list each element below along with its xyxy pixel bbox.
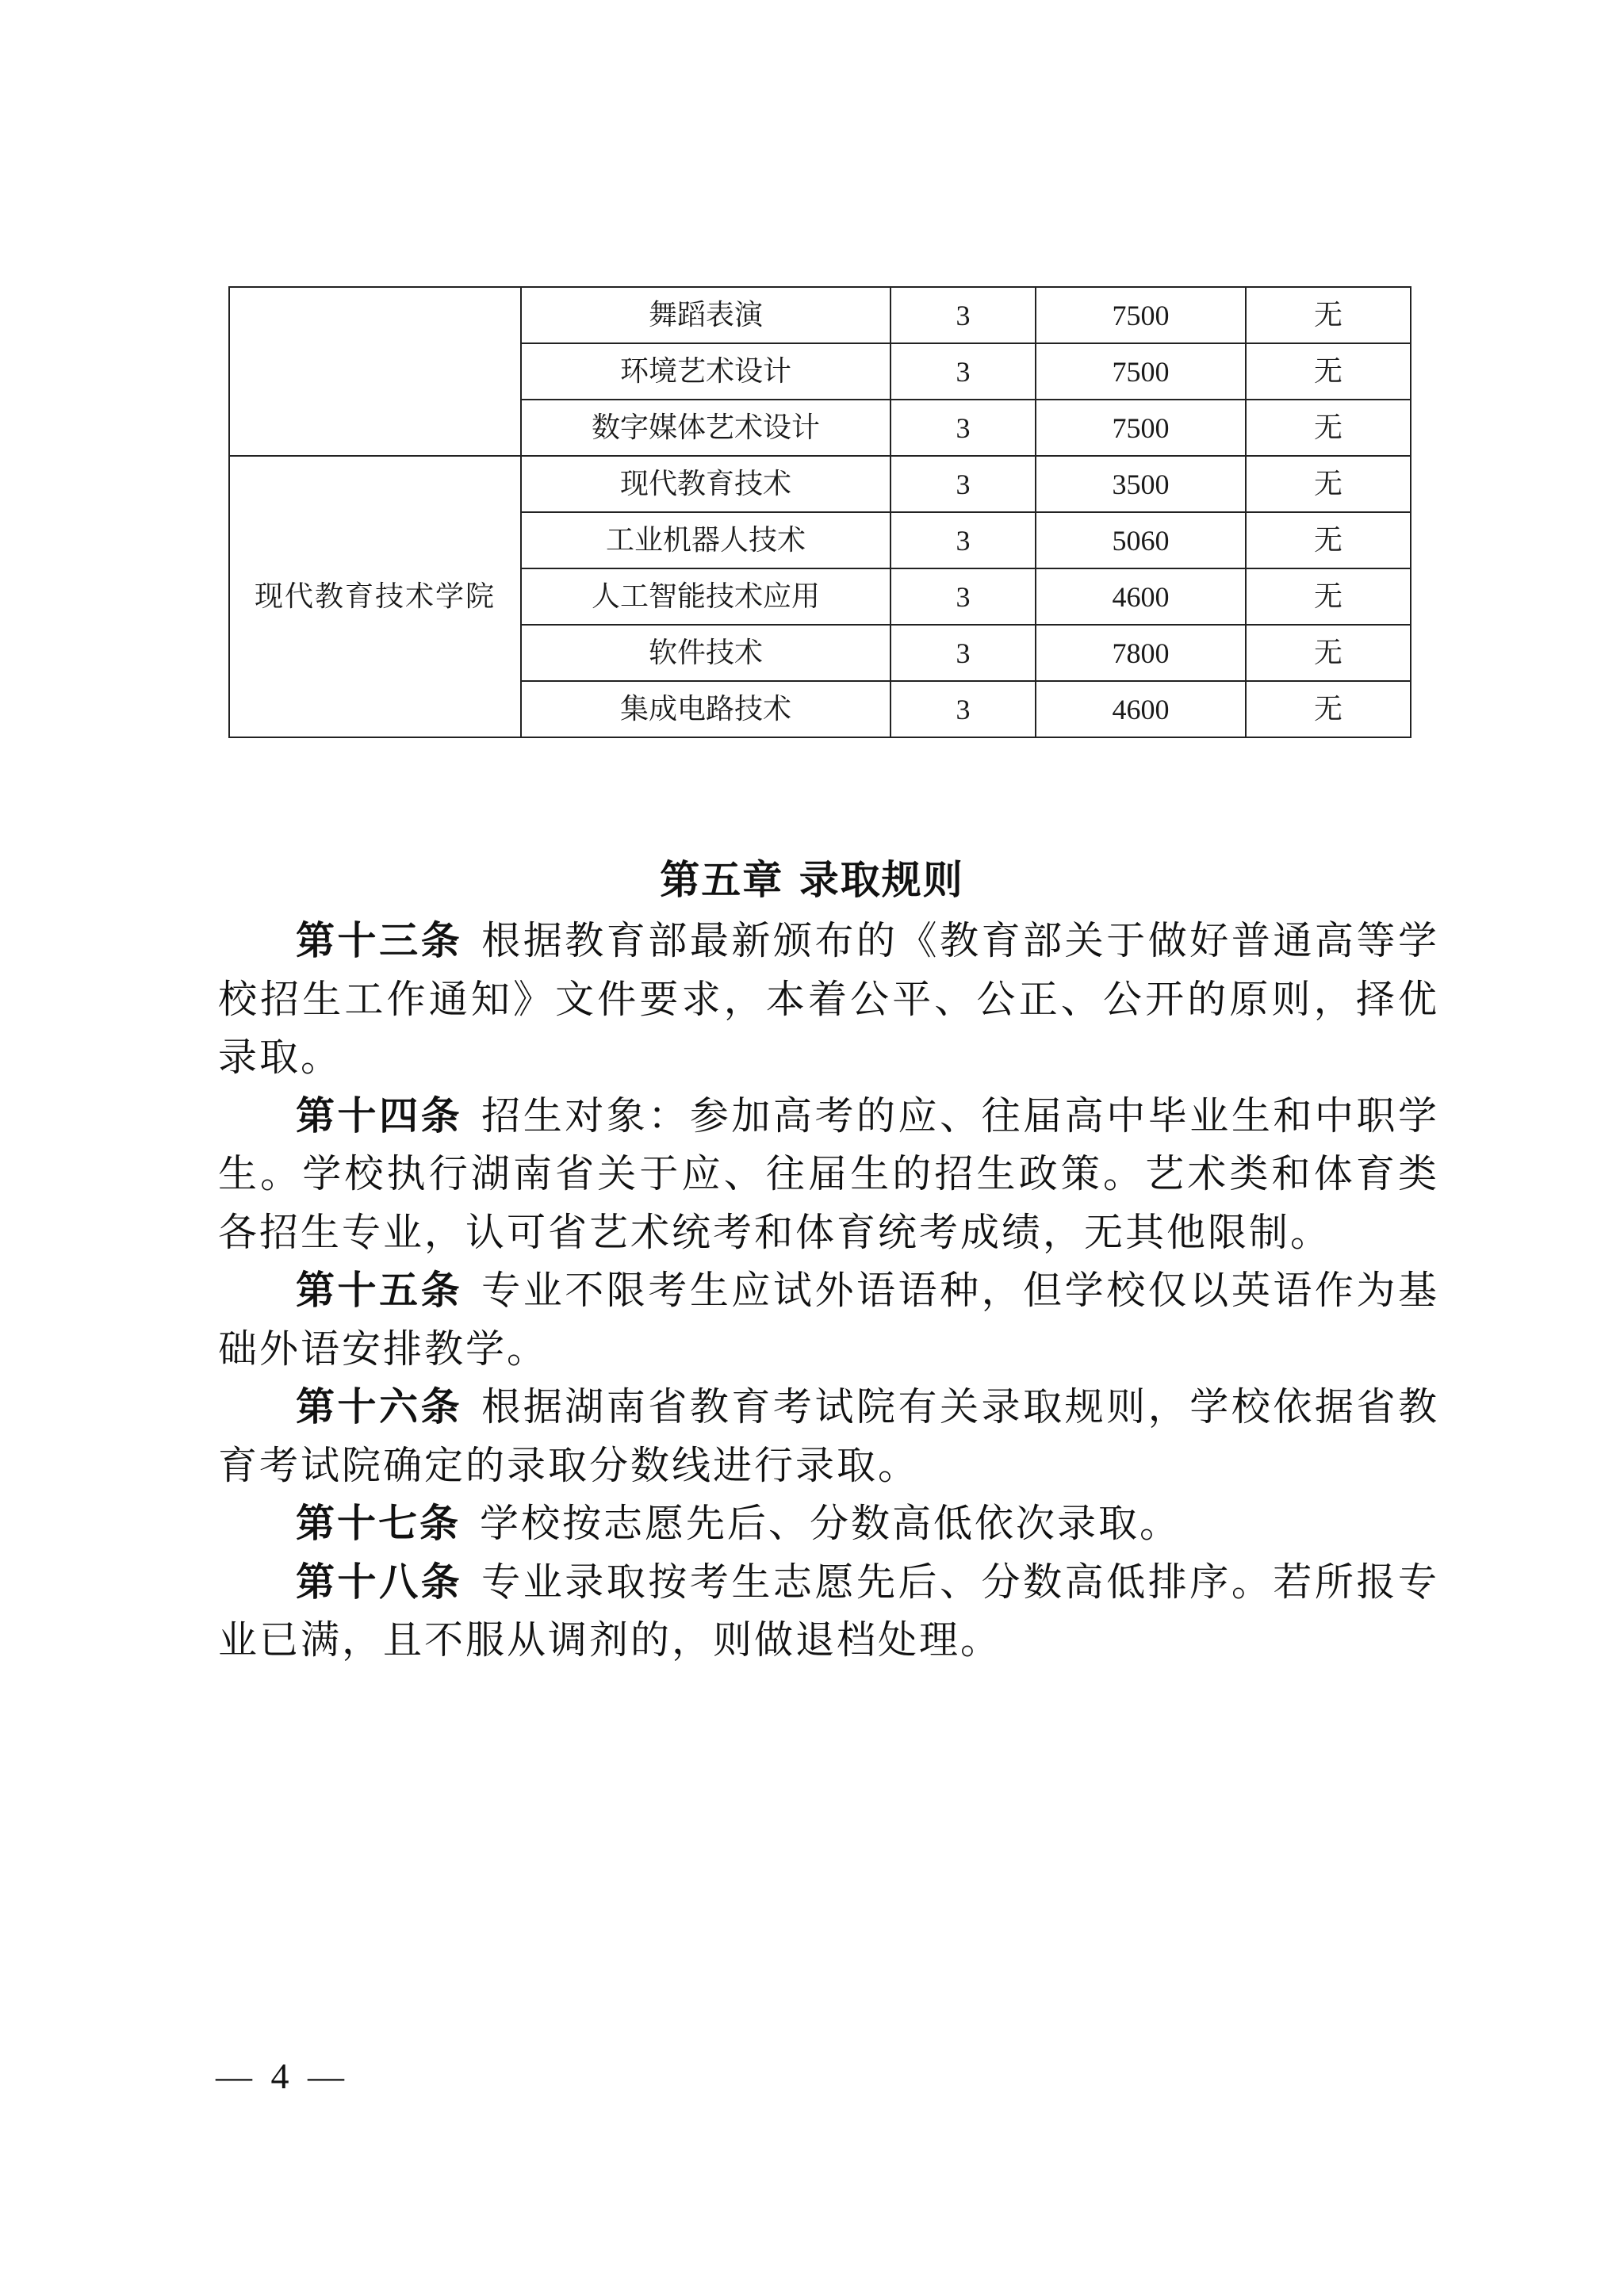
article-18 <box>218 1553 1439 1670</box>
fee-cell: 5060 <box>1036 512 1246 568</box>
major-cell: 集成电路技术 <box>521 681 891 737</box>
note-cell: 无 <box>1246 681 1411 737</box>
article-17 <box>218 1494 1439 1553</box>
years-cell: 3 <box>891 512 1036 568</box>
article-text: 专业录取按考生志愿先后、分数高低排序。若所报专业已满，且不服从调剂的，则做退档处理。 <box>218 1559 1439 1663</box>
years-cell: 3 <box>891 625 1036 681</box>
note-cell: 无 <box>1246 456 1411 512</box>
note-cell: 无 <box>1246 625 1411 681</box>
note-cell: 无 <box>1246 568 1411 625</box>
article-number: 第十八条 <box>296 1559 463 1605</box>
article-list <box>218 912 1439 1670</box>
note-cell: 无 <box>1246 400 1411 456</box>
years-cell: 3 <box>891 400 1036 456</box>
note-cell: 无 <box>1246 343 1411 400</box>
fee-cell: 7800 <box>1036 625 1246 681</box>
major-cell: 环境艺术设计 <box>521 343 891 400</box>
chapter-title: 第五章 录取规则 <box>660 857 964 903</box>
article-text: 根据湖南省教育考试院有关录取规则，学校依据省教育考试院确定的录取分数线进行录取。 <box>218 1384 1439 1488</box>
years-cell: 3 <box>891 681 1036 737</box>
major-cell: 人工智能技术应用 <box>521 568 891 625</box>
major-cell: 舞蹈表演 <box>521 287 891 343</box>
major-cell: 数字媒体艺术设计 <box>521 400 891 456</box>
article-text: 学校按志愿先后、分数高低依次录取。 <box>480 1501 1182 1546</box>
article-number: 第十六条 <box>296 1384 463 1429</box>
fee-cell: 3500 <box>1036 456 1246 512</box>
note-cell: 无 <box>1246 512 1411 568</box>
article-15 <box>218 1261 1439 1378</box>
article-number: 第十五条 <box>296 1268 463 1313</box>
article-number: 第十四条 <box>296 1093 463 1138</box>
article-text: 专业不限考生应试外语语种，但学校仅以英语作为基础外语安排教学。 <box>218 1268 1439 1372</box>
major-cell: 现代教育技术 <box>521 456 891 512</box>
fee-cell: 7500 <box>1036 287 1246 343</box>
fee-cell: 4600 <box>1036 568 1246 625</box>
article-13 <box>218 912 1439 1087</box>
fee-cell: 4600 <box>1036 681 1246 737</box>
table-row <box>229 456 1411 512</box>
major-cell: 工业机器人技术 <box>521 512 891 568</box>
article-16 <box>218 1378 1439 1494</box>
article-text: 根据教育部最新颁布的《教育部关于做好普通高等学校招生工作通知》文件要求，本着公平、公正、公开的原则，择优录取。 <box>218 918 1439 1080</box>
college-cell: 现代教育技术学院 <box>229 456 521 737</box>
article-number: 第十七条 <box>296 1501 462 1546</box>
years-cell: 3 <box>891 568 1036 625</box>
years-cell: 3 <box>891 287 1036 343</box>
college-cell <box>229 287 521 456</box>
note-cell: 无 <box>1246 287 1411 343</box>
fee-cell: 7500 <box>1036 400 1246 456</box>
major-cell: 软件技术 <box>521 625 891 681</box>
fee-cell: 7500 <box>1036 343 1246 400</box>
article-14 <box>218 1087 1439 1262</box>
page-number: — 4 — <box>216 2056 349 2096</box>
years-cell: 3 <box>891 456 1036 512</box>
table-row <box>229 287 1411 343</box>
years-cell: 3 <box>891 343 1036 400</box>
article-text: 招生对象：参加高考的应、往届高中毕业生和中职学生。学校执行湖南省关于应、往届生的招生政策。艺术类和体育类各招生专业，认可省艺术统考和体育统考成绩，无其他限制。 <box>218 1093 1439 1255</box>
majors-fee-table <box>228 286 1411 738</box>
article-number: 第十三条 <box>296 918 463 963</box>
